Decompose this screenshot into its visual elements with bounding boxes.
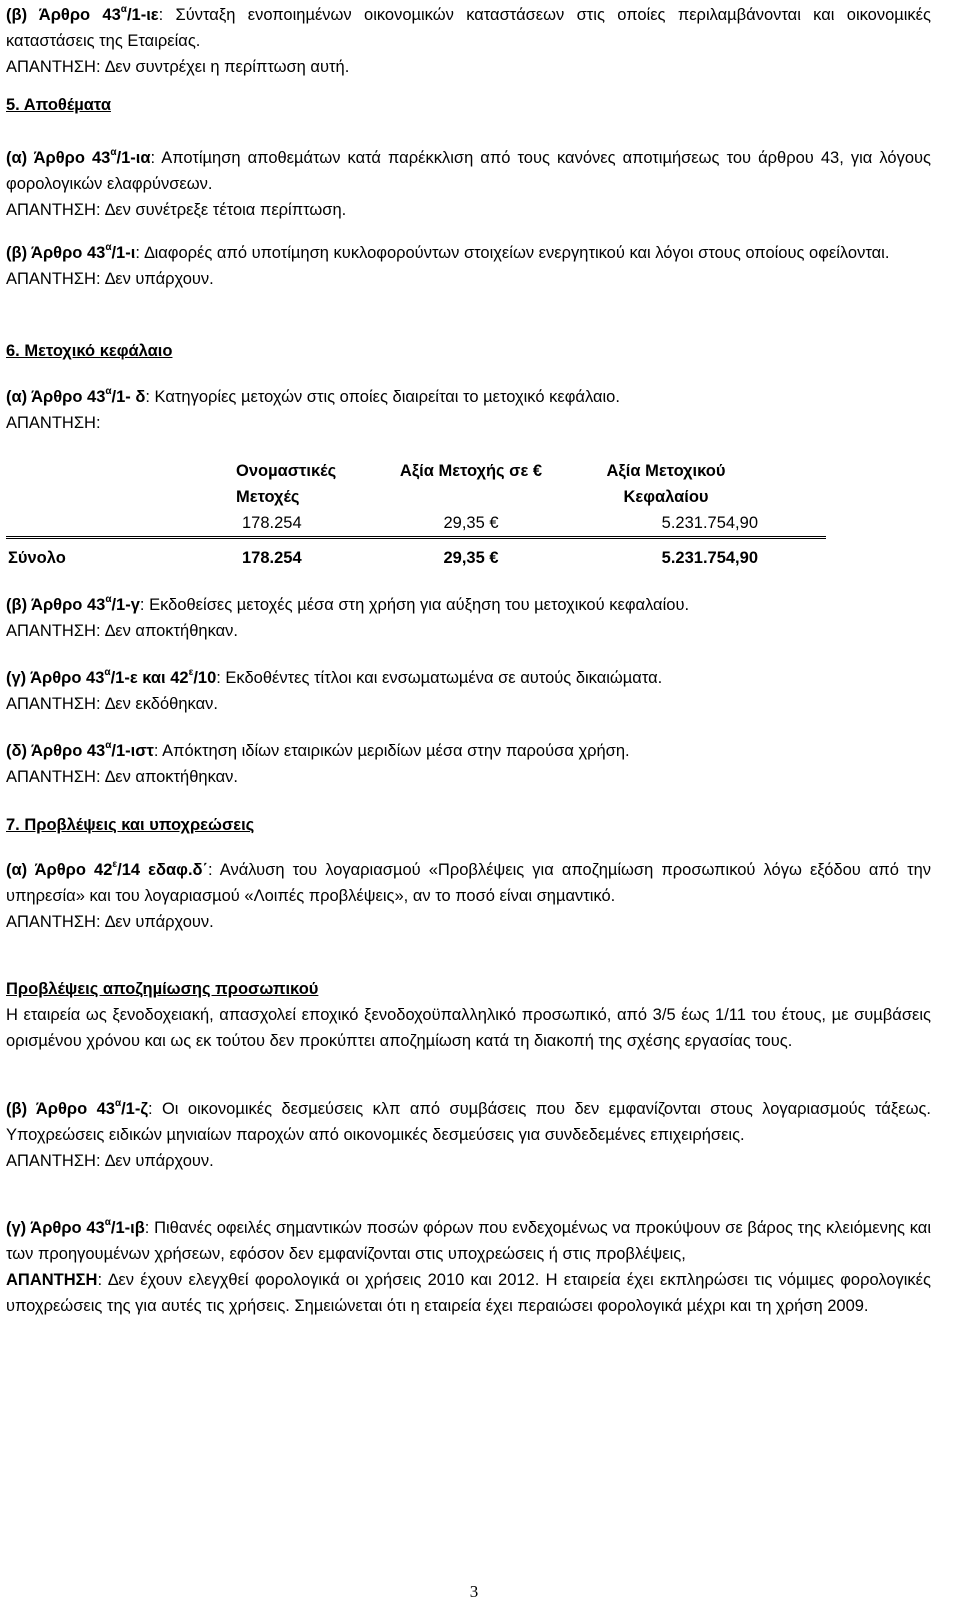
item-d-1ist: (δ) Άρθρο $43^\alpha/1$-ιστ: Απόκτηση ιδίων εταιρικών µεριδίων µέσα στην παρούσα χρήση. ΑΠΑΝΤΗΣΗ: ∆εν αποκτήθηκαν. — [6, 738, 931, 790]
provisions-text: Η εταιρεία ως ξενοδοχειακή, απασχολεί εποχικό ξενοδοχοϋπαλληλικό προσωπικό, από 3/5 έως 1/11 του έτους, µε συµβάσεις ορισµένου χρόνου και ως εκ τούτου δεν προκύπτει αποζηµίωση κατά τη διακοπή της σχέσης εργασίας τους. — [6, 1006, 931, 1050]
item-b-1i: (β) Άρθρο $43^\alpha/1-\iota$: ∆ιαφορές από υποτίµηση κυκλοφορούντων στοιχείων ενεργητικού και λόγοι στους οποίους οφείλονται. ΑΠΑΝΤΗΣΗ: ∆εν υπάρχουν. — [6, 240, 931, 292]
page-number: 3 — [469, 1582, 479, 1601]
provisions-heading: Προβλέψεις αποζηµίωσης προσωπικού — [6, 980, 319, 998]
table-cell: 5.231.754,90 — [661, 514, 758, 532]
table-cell: 29,35 € — [443, 549, 499, 567]
provisions-section — [6, 976, 931, 1054]
item-a-14d: (α) Άρθρο $42^\varepsilon/14$ εδαφ.δ΄: Ανάλυση του λογαριασµού «Προβλέψεις για αποζηµίωση προσωπικού λόγω εξόδου από την υπηρεσία» και του λογαριασµού «Λοιπές προβλέψεις», αν το ποσό είναι σηµαντικό. ΑΠΑΝΤΗΣΗ: ∆εν υπάρχουν. — [6, 857, 931, 935]
share-capital-table — [6, 458, 826, 571]
item-answer: ΑΠΑΝΤΗΣΗ: ∆εν υπάρχουν. — [6, 913, 214, 931]
item-answer: : ∆εν έχουν ελεγχθεί φορολογικά οι χρήσεις 2010 και 2012. Η εταιρεία έχει εκπληρώσει τις νόµιµες φορολογικές υποχρεώσεις της για αυτές τις χρήσεις. Σηµειώνεται ότι η εταιρεία έχει περαιώσει φορολογικά µέχρι και τη χρήση 2009. — [6, 1271, 931, 1315]
table-header-row — [6, 458, 826, 510]
item-label: (β) Άρθρο 43 — [6, 6, 121, 24]
section-5-heading: 5. Αποθέµατα — [6, 96, 111, 114]
section-7-heading: 7. Προβλέψεις και υποχρεώσεις — [6, 816, 255, 834]
item-a-1d: (α) Άρθρο $43^\alpha/1-$ δ: Κατηγορίες µετοχών στις οποίες διαιρείται το µετοχικό κεφάλαιο. ΑΠΑΝΤΗΣΗ: — [6, 384, 931, 436]
table-cell: 5.231.754,90 — [661, 549, 758, 567]
table-cell: 29,35 € — [443, 514, 499, 532]
table-total-row — [6, 538, 826, 572]
item-b-1z: (β) Άρθρο $43^\alpha/1-\zeta$: Οι οικονοµικές δεσµεύσεις κλπ από συµβάσεις που δεν εµφανίζονται στους λογαριασµούς τάξεως. Υποχρεώσεις ειδικών µηνιαίων παροχών από οικονοµικές δεσµεύσεις για συνδεδεµένες επιχειρήσεις. ΑΠΑΝΤΗΣΗ: ∆εν υπάρχουν. — [6, 1096, 931, 1174]
item-b-1g: (β) Άρθρο $43^\alpha/1-\gamma$: Εκδοθείσες µετοχές µέσα στη χρήση για αύξηση του µετοχικού κεφαλαίου. ΑΠΑΝΤΗΣΗ: ∆εν αποκτήθηκαν. — [6, 592, 931, 644]
total-label: Σύνολο — [8, 549, 66, 567]
item-g-1e: (γ) Άρθρο $43^\alpha/1-\varepsilon$ και $42^\varepsilon/10$: Εκδοθέντες τίτλοι και ενσωµατωµένα σε αυτούς δικαιώµατα. ΑΠΑΝΤΗΣΗ: ∆εν εκδόθηκαν. — [6, 665, 931, 717]
answer-label: ΑΠΑΝΤΗΣΗ — [6, 1271, 98, 1289]
table-cell: 178.254 — [242, 549, 302, 567]
item-answer: ΑΠΑΝΤΗΣΗ: ∆εν υπάρχουν. — [6, 1152, 214, 1170]
item-answer: ΑΠΑΝΤΗΣΗ: ∆εν υπάρχουν. — [6, 270, 214, 288]
item-answer: ΑΠΑΝΤΗΣΗ: ∆εν συντρέχει η περίπτωση αυτή. — [6, 58, 350, 76]
section-6-heading: 6. Μετοχικό κεφάλαιο — [6, 342, 173, 360]
item-answer: ΑΠΑΝΤΗΣΗ: ∆εν αποκτήθηκαν. — [6, 622, 238, 640]
column-header: Αξία Μετοχής σε € — [399, 462, 543, 480]
table-cell: 178.254 — [242, 514, 302, 532]
item-answer: ΑΠΑΝΤΗΣΗ: ∆εν εκδόθηκαν. — [6, 695, 218, 713]
table-row — [6, 510, 826, 536]
item-g-1ib: (γ) Άρθρο $43^\alpha/1-\iota\beta$: Πιθανές οφειλές σηµαντικών ποσών φόρων που ενδεχοµένως να προκύψουν σε βάρος της κλειόµενης και των προηγουµένων χρήσεων, εφόσον δεν εµφανίζονται στις υποχρεώσεις ή στις προβλέψεις, ΑΠΑΝΤΗΣΗ: ∆εν έχουν ελεγχθεί φορολογικά οι χρήσεις 2010 και 2012. Η εταιρεία έχει εκπληρώσει τις νόµιµες φορολογικές υποχρεώσεις της για αυτές τις χρήσεις. Σηµειώνεται ότι η εταιρεία έχει περαιώσει φορολογικά µέχρι και τη χρήση 2009. — [6, 1217, 931, 1315]
item-answer: ΑΠΑΝΤΗΣΗ: — [6, 414, 101, 432]
column-header: Αξία Μετοχικού Κεφαλαίου — [606, 462, 726, 506]
item-answer: ΑΠΑΝΤΗΣΗ: ∆εν συνέτρεξε τέτοια περίπτωση. — [6, 201, 347, 219]
item-a-1ia: (α) Άρθρο $43^\alpha/1-\iota\alpha$: Αποτίµηση αποθεµάτων κατά παρέκκλιση από τους κανόνες αποτιµήσεως του άρθρου 43, για λόγους φορολογικών ελαφρύνσεων. ΑΠΑΝΤΗΣΗ: ∆εν συνέτρεξε τέτοια περίπτωση. — [6, 145, 931, 223]
column-header: Ονοµαστικές Μετοχές — [236, 462, 337, 506]
item-b-1ie: (β) Άρθρο $43^\alpha/1-\iota\varepsilon$: Σύνταξη ενοποιηµένων οικονοµικών καταστάσεων στις οποίες περιλαµβάνονται και οικονοµικές καταστάσεις της Εταιρείας. ΑΠΑΝΤΗΣΗ: ∆εν συντρέχει η περίπτωση αυτή. — [6, 2, 931, 80]
item-text: : Σύνταξη ενοποιηµένων οικονοµικών καταστάσεων στις οποίες περιλαµβάνονται και οικονοµικές καταστάσεις της Εταιρείας. — [6, 6, 931, 50]
item-answer: ΑΠΑΝΤΗΣΗ: ∆εν αποκτήθηκαν. — [6, 768, 238, 786]
